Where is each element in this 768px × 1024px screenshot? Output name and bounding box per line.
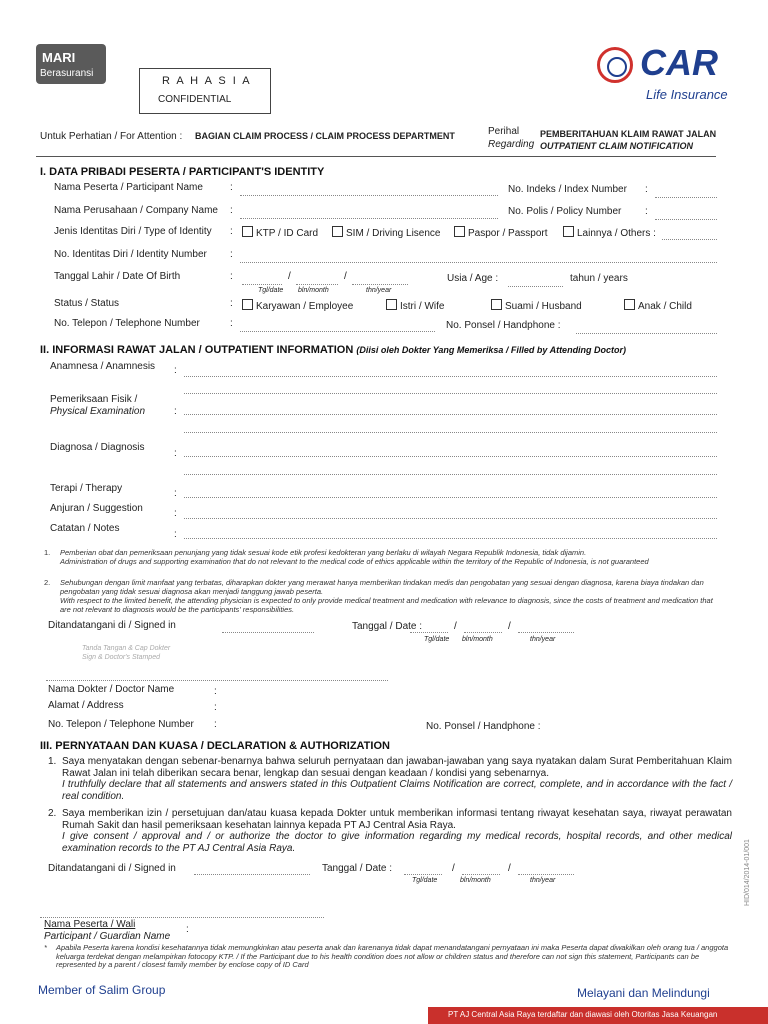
telephone-label: No. Telepon / Telephone Number bbox=[54, 318, 200, 329]
note-2-en: With respect to the limited benefit, the attending physician is expected to only provide medical treatment and medication with relevance to diagnosis, since the costs of treatment and medication that are not relevant to diagnosis would be the participants' responsibilities. bbox=[60, 596, 713, 614]
company-name-field[interactable] bbox=[240, 218, 498, 219]
years-label: tahun / years bbox=[570, 273, 628, 284]
passport-checkbox[interactable] bbox=[454, 226, 465, 237]
declaration-2-id: Saya memberikan izin / persetujuan dan/atau kuasa kepada Dokter untuk memberikan informasi tentang riwayat kesehatan saya, riwayat perawatan Rumah Sakit dan hasil pemeriksaan kesehatan lainnya kepada PT AJ Central Asia Raya. bbox=[62, 808, 732, 831]
physical-exam-label-1: Pemeriksaan Fisik / bbox=[50, 394, 138, 405]
policy-number-field[interactable] bbox=[655, 219, 717, 220]
dob-month-label: bln/month bbox=[298, 287, 329, 294]
participant-date-day[interactable] bbox=[404, 874, 442, 875]
therapy-field[interactable] bbox=[184, 497, 717, 498]
age-label: Usia / Age : bbox=[447, 273, 499, 284]
header-divider bbox=[36, 156, 716, 157]
car-emblem-icon bbox=[597, 47, 633, 83]
slogan: Melayani dan Melindungi bbox=[577, 986, 710, 1000]
telephone-field[interactable] bbox=[240, 331, 435, 332]
suggestion-field[interactable] bbox=[184, 518, 717, 519]
id-number-field[interactable] bbox=[240, 262, 717, 263]
participant-signature-line[interactable] bbox=[40, 917, 324, 918]
wife-checkbox[interactable] bbox=[386, 299, 397, 310]
mari-logo-subtext: Berasuransi bbox=[40, 68, 94, 79]
doctor-date-year-label: thn/year bbox=[530, 636, 556, 643]
participant-guardian-label-1: Nama Peserta / Wali bbox=[44, 919, 136, 930]
mari-berasuransi-logo bbox=[36, 44, 106, 84]
status-label: Status / Status bbox=[54, 298, 120, 309]
doctor-date-month[interactable] bbox=[464, 632, 502, 633]
participant-date-month-label: bln/month bbox=[460, 877, 491, 884]
participant-name-field[interactable] bbox=[240, 195, 498, 196]
perihal-label: Perihal bbox=[488, 126, 520, 137]
declaration-item-2: 2. Saya memberikan izin / persetujuan dan/atau kuasa kepada Dokter untuk memberikan informasi tentang riwayat kesehatan saya, riwayat perawatan Rumah Sakit dan hasil pemeriksaan kesehatan lainnya kepada PT AJ Central Asia Raya. I give consent / approval and / or authorize the doctor to give information regarding my medical records, hospital records, and other medical examination records to the PT AJ Central Asia Raya. bbox=[48, 808, 732, 854]
footer-red-band bbox=[428, 1007, 768, 1024]
salim-group-member: Member of Salim Group bbox=[38, 983, 166, 997]
doctor-date-year[interactable] bbox=[518, 632, 574, 633]
car-subtitle: Life Insurance bbox=[646, 87, 728, 102]
section1-title: I. DATA PRIBADI PESERTA / PARTICIPANT'S IDENTITY bbox=[40, 166, 325, 178]
doctor-date-label: Tanggal / Date : bbox=[352, 621, 423, 632]
declaration-1-en: I truthfully declare that all statements and answers stated in this Outpatient Claims Notification are correct, complete, and in accordance with the fact / real condition. bbox=[62, 779, 732, 802]
id-option-passport[interactable]: Paspor / Passport bbox=[454, 226, 547, 239]
subject-line2: OUTPATIENT CLAIM NOTIFICATION bbox=[540, 141, 693, 151]
sign-stamp-hint-1: Tanda Tangan & Cap Dokter bbox=[82, 645, 171, 652]
car-logo: CAR bbox=[640, 42, 718, 83]
section2-title bbox=[40, 344, 626, 356]
participant-guardian-label-2: Participant / Guardian Name bbox=[44, 931, 171, 942]
status-option-child[interactable]: Anak / Child bbox=[624, 299, 692, 312]
doctor-signed-in-field[interactable] bbox=[222, 632, 314, 633]
note-2-id: Sehubungan dengan limit manfaat yang terbatas, diharapkan dokter yang merawat hanya memberikan tindakan medis dan pengobatan yang sesuai dengan diagnosa, karena biaya tindakan dan pengobatan yang tidak sesuai diagnosa akan menjadi tanggung jawab peserta. bbox=[60, 578, 704, 596]
doctor-date-month-label: bln/month bbox=[462, 636, 493, 643]
others-field[interactable] bbox=[662, 239, 717, 240]
sim-checkbox[interactable] bbox=[332, 226, 343, 237]
company-name-label: Nama Perusahaan / Company Name bbox=[54, 205, 218, 216]
section2-title-text: II. INFORMASI RAWAT JALAN / OUTPATIENT INFORMATION bbox=[40, 344, 354, 356]
confidential-label: CONFIDENTIAL bbox=[158, 94, 232, 105]
index-number-label: No. Indeks / Index Number bbox=[508, 184, 627, 195]
diagnosis-label: Diagnosa / Diagnosis bbox=[50, 442, 145, 453]
doctor-name-label: Nama Dokter / Doctor Name bbox=[48, 684, 175, 695]
ktp-checkbox[interactable] bbox=[242, 226, 253, 237]
participant-date-day-label: Tgl/date bbox=[412, 877, 438, 884]
dob-month-field[interactable] bbox=[296, 284, 338, 285]
notes-label: Catatan / Notes bbox=[50, 523, 120, 534]
handphone-label: No. Ponsel / Handphone : bbox=[446, 320, 561, 331]
doctor-telephone-label: No. Telepon / Telephone Number bbox=[48, 719, 194, 730]
participant-date-label: Tanggal / Date : bbox=[322, 863, 393, 874]
participant-date-month[interactable] bbox=[462, 874, 500, 875]
sign-stamp-hint-2: Sign & Doctor's Stamped bbox=[82, 654, 160, 661]
confidential-box bbox=[139, 68, 271, 114]
child-checkbox[interactable] bbox=[624, 299, 635, 310]
dob-year-field[interactable] bbox=[352, 284, 408, 285]
doctor-signature-line[interactable] bbox=[46, 680, 388, 681]
policy-number-label: No. Polis / Policy Number bbox=[508, 206, 622, 217]
declaration-1-id: Saya menyatakan dengan sebenar-benarnya bahwa seluruh pernyataan dan jawaban-jawaban yang saya nyatakan dalam Surat Pemberitahuan Klaim Rawat Jalan ini telah diberikan secara benar, lengkap dan sesuai dengan keadaan / kondisi yang sebenarnya. bbox=[62, 756, 732, 779]
id-option-others[interactable]: Lainnya / Others : bbox=[563, 226, 656, 239]
status-option-employee[interactable]: Karyawan / Employee bbox=[242, 299, 353, 312]
declaration-2-en: I give consent / approval and / or authorize the doctor to give information regarding my medical records, hospital records, and other medical examination records to the PT AJ Central Asia Raya. bbox=[62, 831, 732, 854]
dob-label: Tanggal Lahir / Date Of Birth bbox=[54, 271, 181, 282]
id-number-label: No. Identitas Diri / Identity Number bbox=[54, 249, 207, 260]
notes-field[interactable] bbox=[184, 538, 717, 539]
section3-title: III. PERNYATAAN DAN KUASA / DECLARATION & AUTHORIZATION bbox=[40, 740, 390, 752]
mari-logo-text: MARI bbox=[42, 50, 76, 65]
form-code: HID/014/2014-01/001 bbox=[744, 839, 751, 906]
id-option-sim[interactable]: SIM / Driving Lisence bbox=[332, 226, 440, 239]
section2-title-note: (Diisi oleh Dokter Yang Memeriksa / Filled by Attending Doctor) bbox=[356, 345, 627, 355]
regulator-text: PT AJ Central Asia Raya terdaftar dan diawasi oleh Otoritas Jasa Keuangan bbox=[448, 1010, 718, 1019]
guardian-footnote-text: Apabila Peserta karena kondisi kesehatannya tidak memungkinkan atau peserta anak dan karenanya tidak dapat menandatangani pernyataan ini maka Peserta dapat diwakilkan oleh orang tua / anggota keluarga terdekat dengan melampirkan fotocopy KTP. / If the Participant due to his health condition does not allow or children status and therefore can not sign this statement, Participants can be represented by a parent / closest family member by enclose copy of ID Card bbox=[56, 943, 729, 970]
id-option-ktp[interactable]: KTP / ID Card bbox=[242, 226, 318, 239]
husband-checkbox[interactable] bbox=[491, 299, 502, 310]
note-2: 2. Sehubungan dengan limit manfaat yang terbatas, diharapkan dokter yang merawat hanya memberikan tindakan medis dan pengobatan yang sesuai dengan diagnosa, karena biaya tindakan dan pengobatan yang tidak sesuai diagnosa akan menjadi tanggung jawab peserta. With respect to the limited benefit, the attending physician is expected to only provide medical treatment and medication with relevance to diagnosis, since the costs of treatment and medication that are not relevant to diagnosis would be the participants' responsibilities. bbox=[44, 578, 724, 614]
doctor-date-day[interactable] bbox=[410, 632, 448, 633]
doctor-handphone-label: No. Ponsel / Handphone : bbox=[426, 721, 541, 732]
doctor-date-day-label: Tgl/date bbox=[424, 636, 450, 643]
id-type-label: Jenis Identitas Diri / Type of Identity bbox=[54, 226, 212, 237]
dob-year-label: thn/year bbox=[366, 287, 392, 294]
physical-exam-label-2: Physical Examination bbox=[50, 406, 146, 417]
subject-line1: PEMBERITAHUAN KLAIM RAWAT JALAN bbox=[540, 129, 717, 139]
participant-name-label: Nama Peserta / Participant Name bbox=[54, 182, 203, 193]
guardian-footnote: * Apabila Peserta karena kondisi kesehatannya tidak memungkinkan atau peserta anak dan karenanya tidak dapat menandatangani pernyataan ini maka Peserta dapat diwakilkan oleh orang tua / anggota keluarga terdekat dengan melampirkan fotocopy KTP. / If the Participant due to his health condition does not allow or children status and therefore can not sign this statement, Participants can be represented by a parent / closest family member by enclose copy of ID Card bbox=[44, 944, 734, 970]
suggestion-label: Anjuran / Suggestion bbox=[50, 503, 143, 514]
physical-exam-field[interactable] bbox=[184, 414, 717, 415]
declaration-item-1: 1. Saya menyatakan dengan sebenar-benarnya bahwa seluruh pernyataan dan jawaban-jawaban yang saya nyatakan dalam Surat Pemberitahuan Klaim Rawat Jalan ini telah diberikan secara benar, lengkap dan sesuai dengan keadaan / kondisi yang sebenarnya. I truthfully declare that all statements and answers stated in this Outpatient Claims Notification are correct, complete, and in accordance with the fact / real condition. bbox=[48, 756, 732, 802]
participant-date-year-label: thn/year bbox=[530, 877, 556, 884]
participant-date-year[interactable] bbox=[518, 874, 574, 875]
participant-signed-in-field[interactable] bbox=[194, 874, 310, 875]
employee-checkbox[interactable] bbox=[242, 299, 253, 310]
rahasia-label: R A H A S I A bbox=[162, 75, 252, 87]
doctor-signed-in-label: Ditandatangani di / Signed in bbox=[48, 620, 176, 631]
handphone-field[interactable] bbox=[576, 333, 717, 334]
others-checkbox[interactable] bbox=[563, 226, 574, 237]
diagnosis-field[interactable] bbox=[184, 456, 717, 457]
anamnesis-field[interactable] bbox=[184, 376, 717, 377]
status-option-wife[interactable]: Istri / Wife bbox=[386, 299, 444, 312]
regarding-label: Regarding bbox=[488, 139, 535, 150]
note-1: 1. Pemberian obat dan pemeriksaan penunjang yang tidak sesuai kode etik profesi kedokteran yang berlaku di wilayah Negara Republik Indonesia, tidak dijamin. Administration of drugs and supporting examination that do not relevant to the medical code of ethics applicable within the territory of the Republic of Indonesia, is not guaranteed bbox=[44, 548, 724, 566]
status-option-husband[interactable]: Suami / Husband bbox=[491, 299, 582, 312]
diagnosis-field-2[interactable] bbox=[184, 474, 717, 475]
doctor-address-label: Alamat / Address bbox=[48, 700, 124, 711]
index-number-field[interactable] bbox=[655, 197, 717, 198]
note-1-en: Administration of drugs and supporting examination that do not relevant to the medical code of ethics applicable within the territory of the Republic of Indonesia, is not guaranteed bbox=[60, 557, 649, 566]
dob-date-label: Tgl/date bbox=[258, 287, 284, 294]
physical-exam-field-2[interactable] bbox=[184, 432, 717, 433]
anamnesis-label: Anamnesa / Anamnesis bbox=[50, 361, 156, 372]
dob-day-field[interactable] bbox=[242, 284, 282, 285]
attention-value: BAGIAN CLAIM PROCESS / CLAIM PROCESS DEPARTMENT bbox=[195, 131, 455, 141]
anamnesis-field-2[interactable] bbox=[184, 393, 717, 394]
participant-signed-in-label: Ditandatangani di / Signed in bbox=[48, 863, 176, 874]
note-1-id: Pemberian obat dan pemeriksaan penunjang yang tidak sesuai kode etik profesi kedokteran yang berlaku di wilayah Negara Republik Indonesia, tidak dijamin. bbox=[60, 548, 587, 557]
age-field[interactable] bbox=[508, 286, 563, 287]
attention-label: Untuk Perhatian / For Attention : bbox=[40, 131, 183, 142]
therapy-label: Terapi / Therapy bbox=[50, 483, 123, 494]
